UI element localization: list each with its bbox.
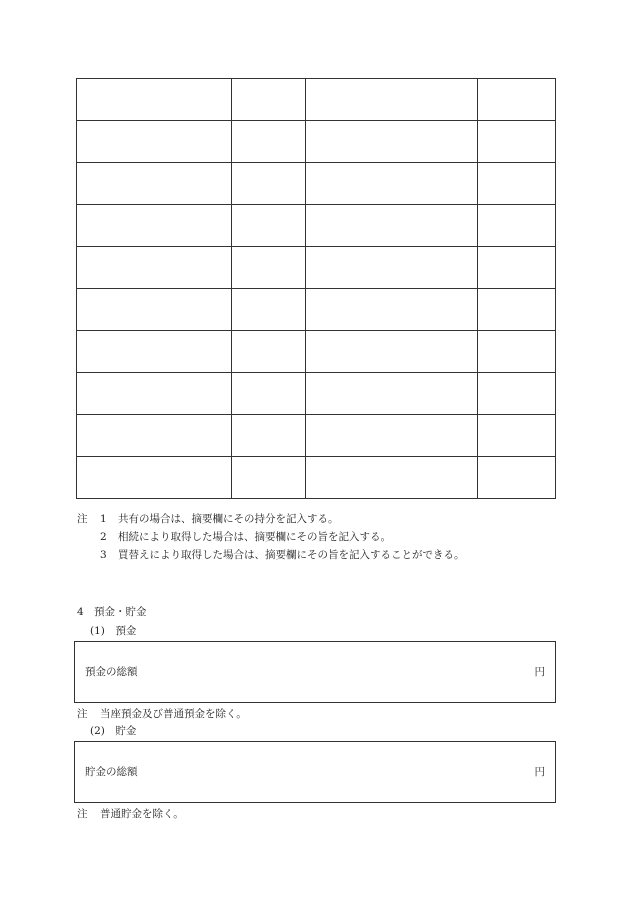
table-row xyxy=(77,121,556,163)
table-cell xyxy=(478,331,556,373)
table-row xyxy=(77,163,556,205)
savings-total-box xyxy=(74,741,556,803)
table-row xyxy=(77,289,556,331)
table-row xyxy=(77,79,556,121)
table-cell xyxy=(306,247,478,289)
table-cell xyxy=(232,121,306,163)
savings-total-label: 貯金の総額 xyxy=(85,766,138,778)
table-cell xyxy=(232,247,306,289)
table-cell xyxy=(232,79,306,121)
table-cell xyxy=(306,457,478,499)
table-cell xyxy=(232,415,306,457)
note-prefix: 注 xyxy=(77,513,88,525)
note-text-2: 相続により取得した場合は、摘要欄にその旨を記入する。 xyxy=(118,531,391,543)
table-cell xyxy=(77,457,232,499)
asset-table xyxy=(76,78,556,499)
savings-unit: 円 xyxy=(534,766,545,778)
table-cell xyxy=(77,205,232,247)
savings-note-prefix: 注 xyxy=(77,808,88,820)
table-cell xyxy=(232,163,306,205)
section-number: 4 xyxy=(77,606,84,618)
table-cell xyxy=(478,457,556,499)
table-cell xyxy=(478,415,556,457)
table-cell xyxy=(306,121,478,163)
table-cell xyxy=(478,373,556,415)
table-cell xyxy=(478,247,556,289)
savings-note: 普通貯金を除く。 xyxy=(100,808,184,820)
note-number-1: 1 xyxy=(100,513,107,525)
deposit-note-prefix: 注 xyxy=(77,708,88,720)
table-cell xyxy=(478,79,556,121)
section-title: 預金・貯金 xyxy=(94,606,147,618)
note-text-3: 買替えにより取得した場合は、摘要欄にその旨を記入することができる。 xyxy=(118,549,465,561)
table-cell xyxy=(77,121,232,163)
table-row xyxy=(77,247,556,289)
table-cell xyxy=(232,205,306,247)
table-cell xyxy=(77,79,232,121)
table-cell xyxy=(232,331,306,373)
table-cell xyxy=(232,457,306,499)
deposit-total-box xyxy=(74,641,556,703)
table-cell xyxy=(306,373,478,415)
table-cell xyxy=(77,247,232,289)
table-cell xyxy=(306,163,478,205)
table-cell xyxy=(232,373,306,415)
note-number-3: 3 xyxy=(100,549,107,561)
table-row xyxy=(77,457,556,499)
table-cell xyxy=(77,163,232,205)
table-row xyxy=(77,415,556,457)
table-cell xyxy=(77,331,232,373)
table-cell xyxy=(306,289,478,331)
table-cell xyxy=(478,205,556,247)
deposit-total-label: 預金の総額 xyxy=(85,666,138,678)
table-cell xyxy=(478,289,556,331)
note-text-1: 共有の場合は、摘要欄にその持分を記入する。 xyxy=(118,513,339,525)
table-cell xyxy=(478,121,556,163)
savings-subheading: (2) 貯金 xyxy=(90,725,137,737)
table-cell xyxy=(77,415,232,457)
table-cell xyxy=(306,331,478,373)
table-cell xyxy=(232,289,306,331)
table-row xyxy=(77,205,556,247)
table-row xyxy=(77,331,556,373)
table-row xyxy=(77,373,556,415)
table-cell xyxy=(306,79,478,121)
table-cell xyxy=(306,205,478,247)
deposit-subheading: (1) 預金 xyxy=(90,625,137,637)
deposit-unit: 円 xyxy=(534,666,545,678)
table-cell xyxy=(478,163,556,205)
table-cell xyxy=(77,289,232,331)
deposit-note: 当座預金及び普通預金を除く。 xyxy=(100,708,247,720)
table-cell xyxy=(77,373,232,415)
note-number-2: 2 xyxy=(100,531,107,543)
table-cell xyxy=(306,415,478,457)
